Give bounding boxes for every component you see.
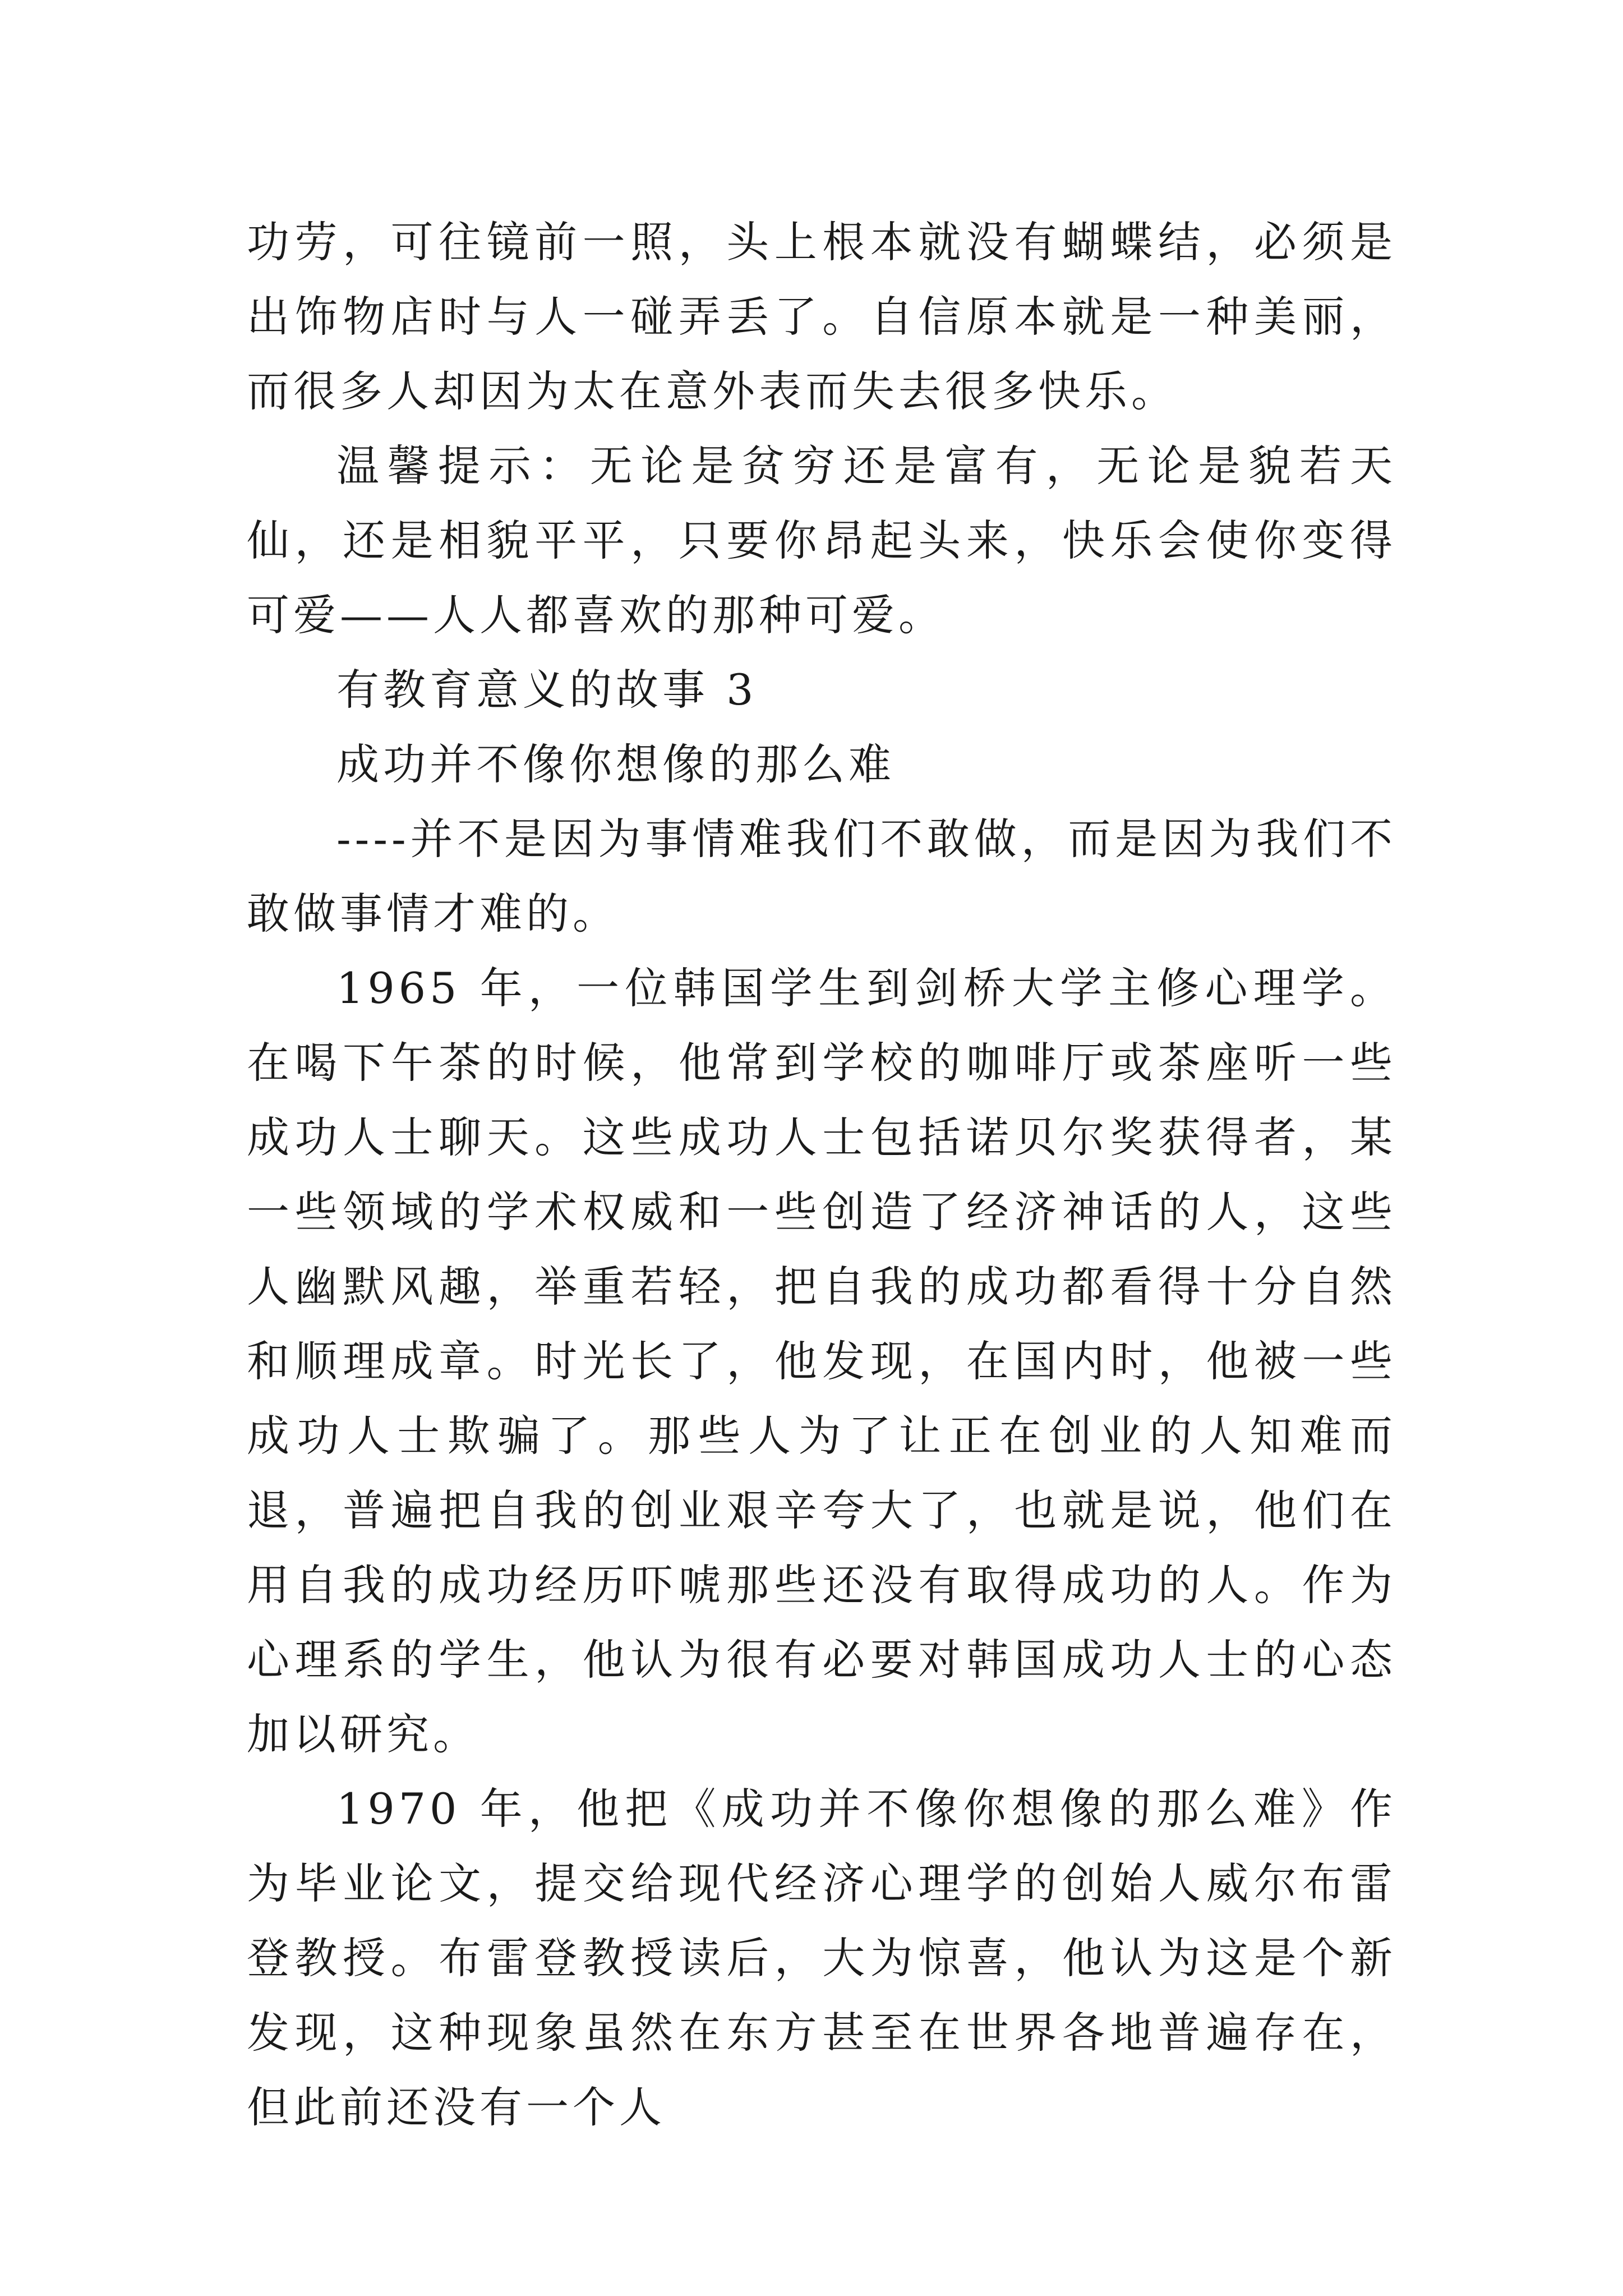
- document-body: [247, 205, 1396, 2145]
- paragraph-tip: 温馨提示：无论是贫穷还是富有，无论是貌若天仙，还是相貌平平，只要你昂起头来，快乐会使你变得可爱——人人都喜欢的那种可爱。: [247, 441, 1396, 640]
- section-heading: 有教育意义的故事 3: [336, 665, 758, 715]
- paragraph-1970: 1970 年，他把《成功并不像你想像的那么难》作为毕业论文，提交给现代经济心理学的创始人威尔布雷登教授。布雷登教授读后，大为惊喜，他认为这是个新发现，这种现象虽然在东方甚至在世界各地普遍存在，但此前还没有一个人: [247, 1784, 1396, 2132]
- story-title: 成功并不像你想像的那么难: [336, 739, 895, 789]
- paragraph-1965: 1965 年，一位韩国学生到剑桥大学主修心理学。在喝下午茶的时候，他常到学校的咖啡厅或茶座听一些成功人士聊天。这些成功人士包括诺贝尔奖获得者，某一些领域的学术权威和一些创造了经济神话的人，这些人幽默风趣，举重若轻，把自我的成功都看得十分自然和顺理成章。时光长了，他发现，在国内时，他被一些成功人士欺骗了。那些人为了让正在创业的人知难而退，普遍把自我的创业艰辛夸大了，也就是说，他们在用自我的成功经历吓唬那些还没有取得成功的人。作为心理系的学生，他认为很有必要对韩国成功人士的心态加以研究。: [247, 963, 1396, 1759]
- paragraph-continuation: 功劳，可往镜前一照，头上根本就没有蝴蝶结，必须是出饰物店时与人一碰弄丢了。自信原本就是一种美丽，而很多人却因为太在意外表而失去很多快乐。: [247, 217, 1396, 416]
- story-subtitle: ----并不是因为事情难我们不敢做，而是因为我们不敢做事情才难的。: [247, 814, 1396, 938]
